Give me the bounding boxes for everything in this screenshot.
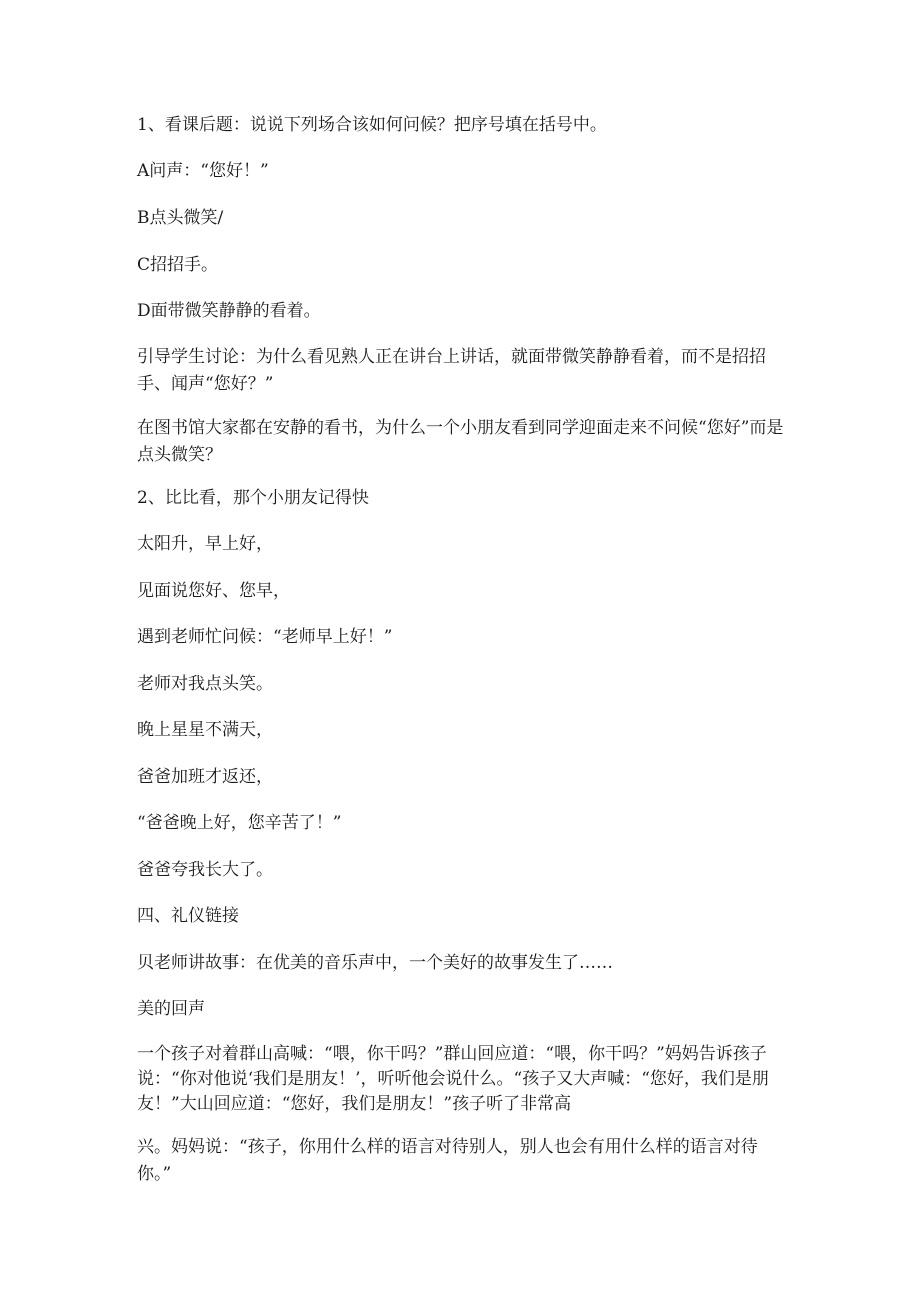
story-intro: 贝老师讲故事：在优美的音乐声中，一个美好的故事发生了…… xyxy=(137,953,613,973)
rhyme-line-6: 爸爸加班才返还， xyxy=(137,767,273,787)
story-paragraph-2: 兴。妈妈说：“孩子，你用什么样的语言对待别人，别人也会有用什么样的语言对待你。” xyxy=(137,1137,758,1184)
option-a: A问声：“您好！” xyxy=(137,161,269,181)
rhyme-line-8: 爸爸夸我长大了。 xyxy=(137,860,273,880)
question-2-heading: 2、比比看，那个小朋友记得快 xyxy=(137,488,369,508)
rhyme-line-2: 见面说您好、您早， xyxy=(137,581,290,601)
rhyme-line-7: “爸爸晚上好，您辛苦了！” xyxy=(137,813,342,833)
rhyme-line-5: 晚上星星不满天， xyxy=(137,720,273,740)
option-c: C招招手。 xyxy=(137,255,219,275)
section-4-heading: 四、礼仪链接 xyxy=(137,906,239,926)
discussion-paragraph-2: 在图书馆大家都在安静的看书，为什么一个小朋友看到同学迎面走来不问候“您好”而是点头微笑？ xyxy=(137,418,784,465)
story-title: 美的回声 xyxy=(137,999,205,1019)
discussion-paragraph-1: 引导学生讨论：为什么看见熟人正在讲台上讲话，就面带微笑静静看着，而不是招招手、闻声“您好？” xyxy=(137,347,766,394)
option-d: D面带微笑静静的看着。 xyxy=(137,301,321,321)
rhyme-line-4: 老师对我点头笑。 xyxy=(137,674,273,694)
question-1-heading: 1、看课后题：说说下列场合该如何问候？把序号填在括号中。 xyxy=(137,115,607,135)
rhyme-line-3: 遇到老师忙问候：“老师早上好！” xyxy=(137,627,393,647)
story-paragraph-1: 一个孩子对着群山高喊：“喂，你干吗？”群山回应道：“喂，你干吗？”妈妈告诉孩子说：“你对他说‘我们是朋友！’，听听他会说什么。“孩子又大声喊：“您好，我们是朋友！”大山回应道：“您好，我们是朋友！”孩子听了非常高 xyxy=(137,1044,769,1114)
rhyme-line-1: 太阳升，早上好， xyxy=(137,534,273,554)
option-b: B点头微笑/ xyxy=(137,208,224,228)
